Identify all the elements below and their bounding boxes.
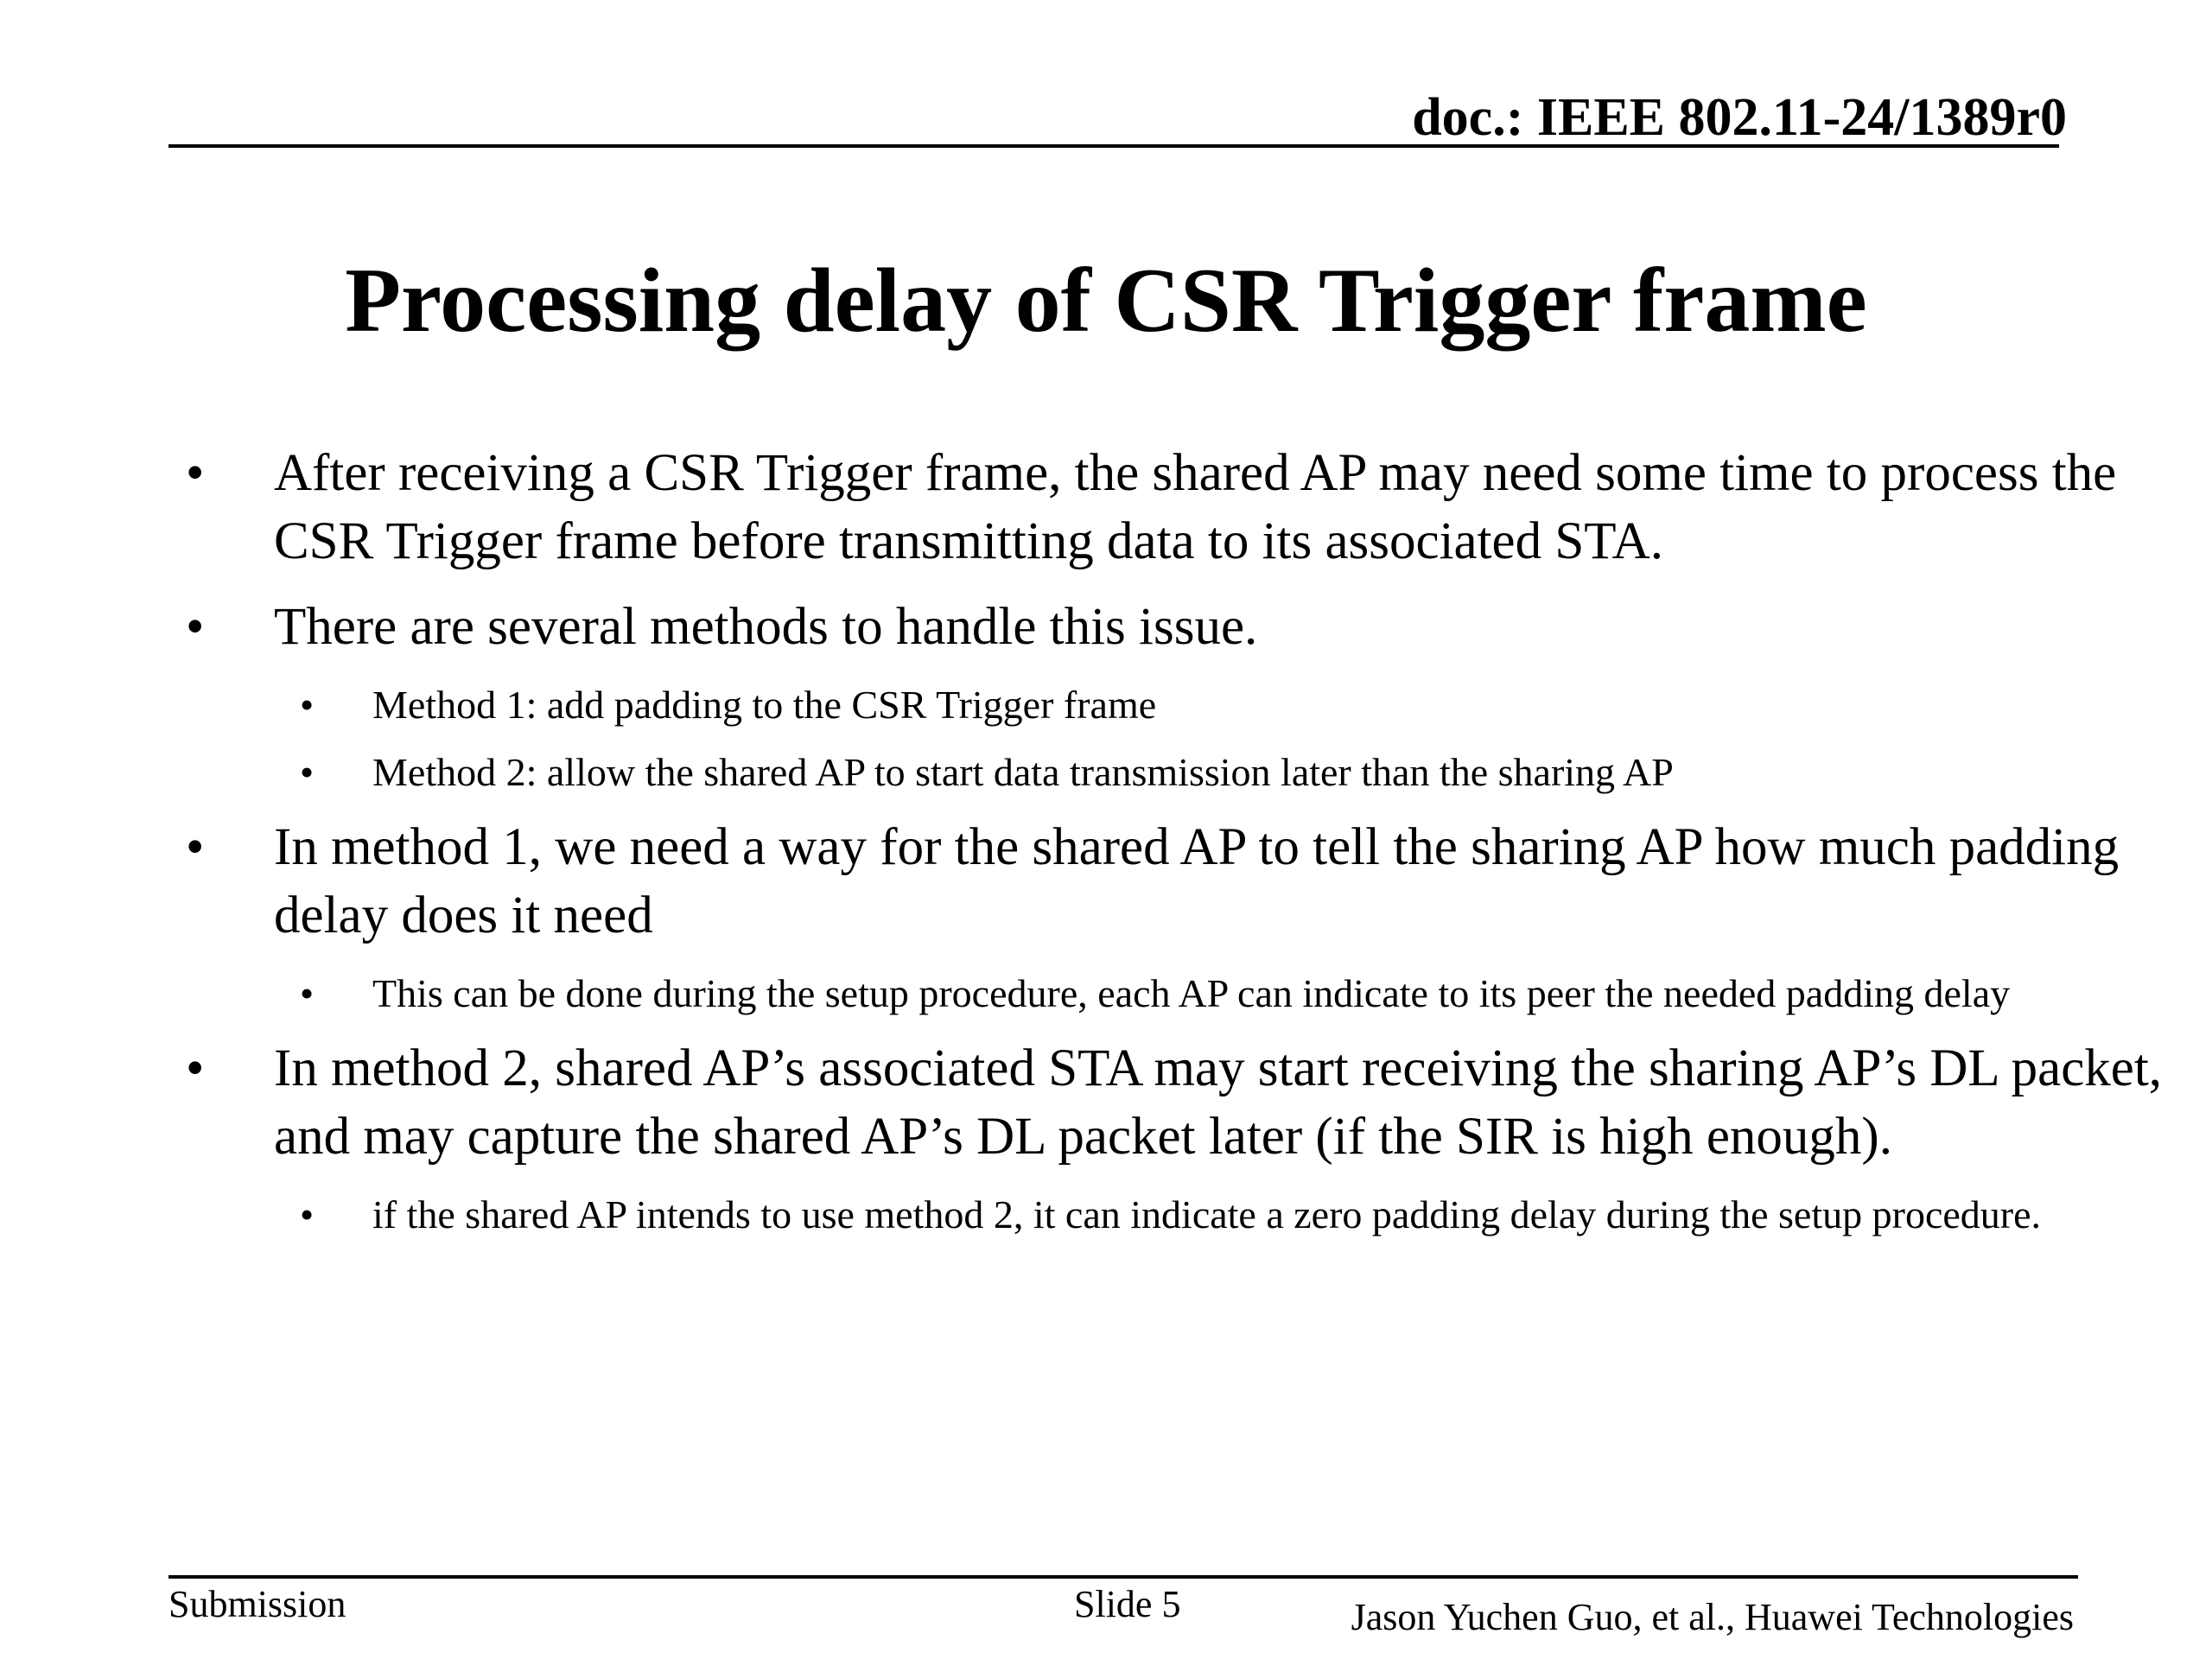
footer-authors: Jason Yuchen Guo, et al., Huawei Technologies	[1351, 1596, 2074, 1638]
header-rule	[168, 144, 2059, 148]
bullet-text: if the shared AP intends to use method 2, it can indicate a zero padding delay during the setup procedure.	[372, 1192, 2042, 1236]
bullet-dot: •	[300, 971, 315, 1015]
bullet-text: In method 1, we need a way for the shared AP to tell the sharing AP how much padding delay does it need	[274, 818, 2120, 944]
footer-slide-number: Slide 5	[1074, 1583, 1181, 1625]
slide-title: Processing delay of CSR Trigger frame	[345, 250, 1867, 351]
bullet-level2	[168, 678, 2109, 732]
bullet-level2	[168, 746, 2109, 799]
bullet-level1	[168, 813, 2209, 950]
bullet-text: Method 1: add padding to the CSR Trigger frame	[372, 683, 1157, 727]
doc-id: doc.: IEEE 802.11-24/1389r0	[1412, 88, 2067, 147]
bullet-text: There are several methods to handle this issue.	[274, 598, 1258, 656]
bullet-dot: •	[300, 1192, 315, 1236]
bullet-level2	[168, 1188, 2109, 1242]
bullet-dot: •	[186, 1039, 205, 1097]
bullet-level2	[168, 967, 2109, 1020]
bullet-dot: •	[186, 598, 205, 656]
footer-submission: Submission	[168, 1583, 346, 1625]
footer-rule	[168, 1575, 2078, 1579]
bullet-text: After receiving a CSR Trigger frame, the shared AP may need some time to process the CSR Trigger frame before transmitting data to its associated STA.	[274, 444, 2117, 570]
bullet-text: Method 2: allow the shared AP to start data transmission later than the sharing AP	[372, 750, 1674, 794]
bullet-dot: •	[186, 818, 205, 876]
bullet-level1	[168, 1034, 2209, 1171]
slide-body	[168, 439, 2163, 1255]
bullet-text: In method 2, shared AP’s associated STA may start receiving the sharing AP’s DL packet, and may capture the shared AP’s DL packet later (if the SIR is high enough).	[274, 1039, 2163, 1166]
bullet-dot: •	[300, 750, 315, 794]
bullet-dot: •	[186, 444, 205, 502]
bullet-dot: •	[300, 683, 315, 727]
bullet-level1	[168, 439, 2209, 575]
bullet-text: This can be done during the setup procedure, each AP can indicate to its peer the needed padding delay	[372, 971, 2011, 1015]
bullet-level1	[168, 593, 2209, 661]
